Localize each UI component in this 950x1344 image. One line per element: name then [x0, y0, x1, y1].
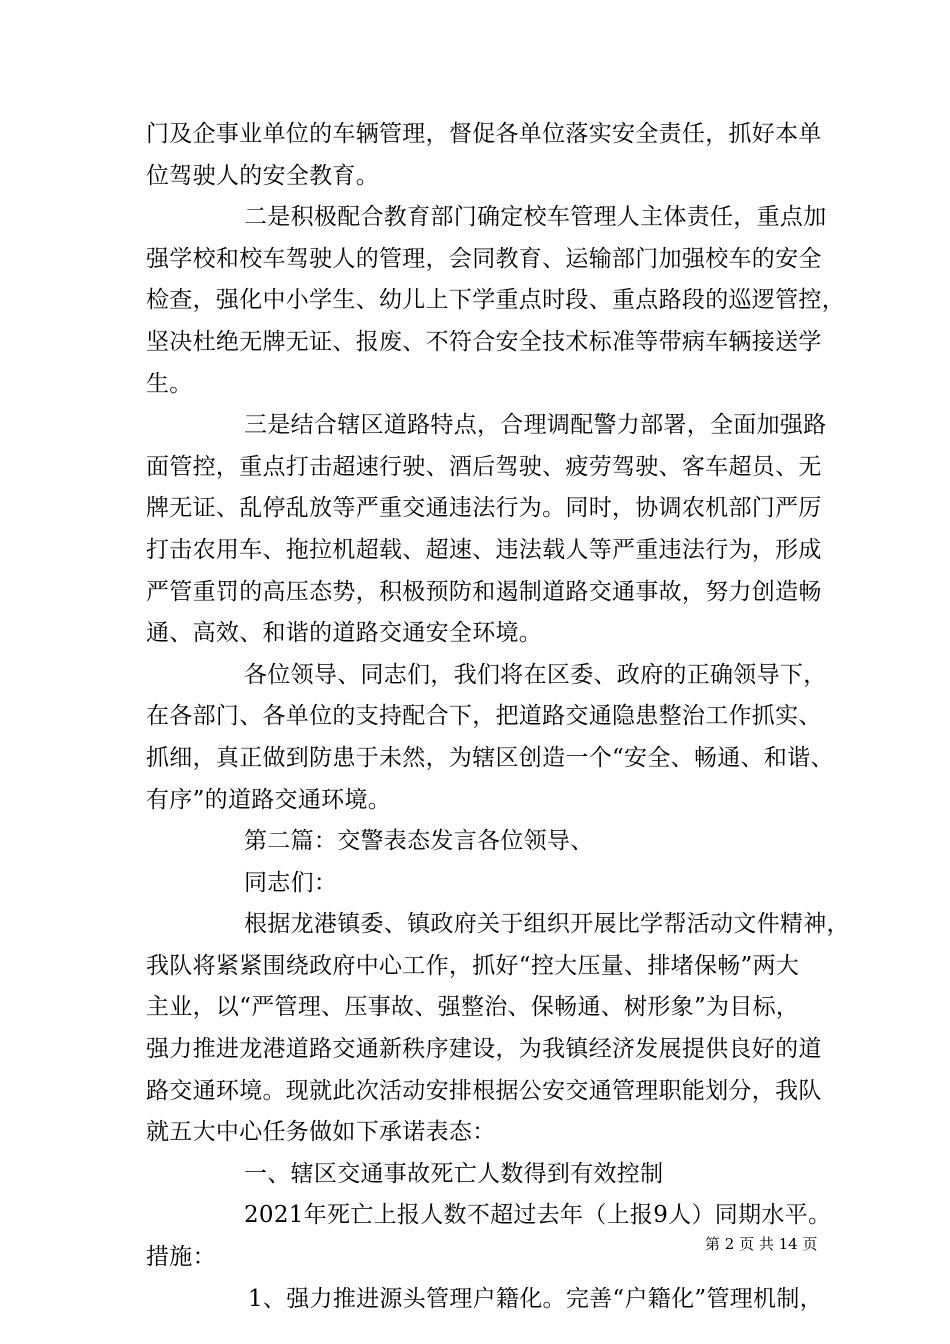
text-line: 在各部门、各单位的支持配合下，把道路交通隐患整治工作抓实、: [146, 703, 822, 730]
text-line: 措施：: [146, 1244, 216, 1271]
text-line: 面管控，重点打击超速行驶、酒后驾驶、疲劳驾驶、客车超员、无: [146, 453, 822, 480]
text-line: 严管重罚的高压态势，积极预防和遏制道路交通事故，努力创造畅: [146, 578, 822, 605]
text-line: 检查，强化中小学生、幼儿上下学重点时段、重点路段的巡逻管控，: [146, 287, 845, 314]
section-heading: 第二篇：交警表态发言各位领导、: [244, 828, 594, 855]
text-line: 生。: [146, 370, 193, 397]
text-line: 二是积极配合教育部门确定校车管理人主体责任，重点加: [244, 204, 827, 231]
text-line: 我队将紧紧围绕政府中心工作，抓好“控大压量、排堵保畅”两大: [146, 952, 800, 979]
text-line: 2021年死亡上报人数不超过去年（上报9人）同期水平。: [244, 1202, 832, 1229]
text-line: 根据龙港镇委、镇政府关于组织开展比学帮活动文件精神，: [244, 911, 850, 938]
text-line: 三是结合辖区道路特点，合理调配警力部署，全面加强路: [244, 412, 827, 439]
text-line: 抓细，真正做到防患于未然，为辖区创造一个“安全、畅通、和谐、: [146, 744, 834, 771]
text-line: 门及企事业单位的车辆管理，督促各单位落实安全责任，抓好本单: [146, 121, 822, 147]
text-line: 1、强力推进源头管理户籍化。完善“户籍化”管理机制，: [248, 1285, 823, 1312]
text-line: 位驾驶人的安全教育。: [146, 162, 379, 189]
text-line: 打击农用车、拖拉机超载、超速、违法载人等严重违法行为，形成: [146, 536, 822, 563]
page-number: 第 2 页 共 14 页: [705, 1235, 818, 1253]
text-line: 主业，以“严管理、压事故、强整治、保畅通、树形象”为目标，: [146, 994, 800, 1021]
text-line: 坚决杜绝无牌无证、报废、不符合安全技术标准等带病车辆接送学: [146, 328, 822, 355]
text-line: 强学校和校车驾驶人的管理，会同教育、运输部门加强校车的安全: [146, 245, 822, 272]
text-line: 牌无证、乱停乱放等严重交通违法行为。同时，协调农机部门严厉: [146, 495, 822, 522]
text-line: 强力推进龙港道路交通新秩序建设，为我镇经济发展提供良好的道: [146, 1036, 822, 1063]
text-line: 路交通环境。现就此次活动安排根据公安交通管理职能划分，我队: [146, 1077, 822, 1104]
text-line: 有序”的道路交通环境。: [146, 786, 392, 813]
text-line: 就五大中心任务做如下承诺表态：: [146, 1119, 496, 1146]
subsection-heading: 一、辖区交通事故死亡人数得到有效控制: [244, 1160, 664, 1187]
text-line: 同志们：: [244, 869, 338, 896]
text-line: 各位领导、同志们，我们将在区委、政府的正确领导下，: [244, 661, 827, 688]
text-line: 通、高效、和谐的道路交通安全环境。: [146, 620, 543, 647]
body-text: [146, 114, 850, 1320]
